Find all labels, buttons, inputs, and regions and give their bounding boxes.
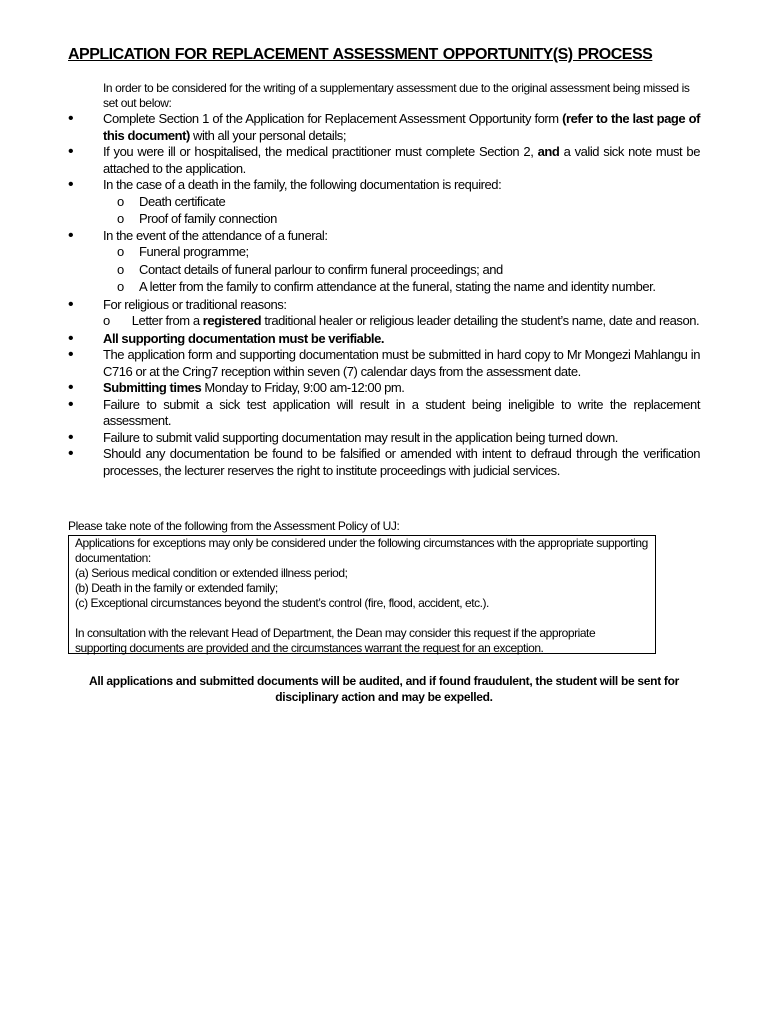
sub-bullet-icon: o <box>117 279 124 294</box>
list-item <box>68 430 700 447</box>
list-item-text: Monday to Friday, 9:00 am-12:00 pm. <box>201 380 405 395</box>
bullet-icon <box>68 331 78 348</box>
list-item <box>68 297 700 314</box>
list-item <box>68 111 700 144</box>
intro-paragraph: In order to be considered for the writing of a supplementary assessment due to the original assessment being missed is set out below: <box>103 81 690 110</box>
sub-bullet-icon: o <box>117 244 124 259</box>
list-item-text: Failure to submit a sick test application will result in a student being ineligible to write the replacement assessment. <box>103 396 700 428</box>
list-item-text: Complete Section 1 of the Application for Replacement Assessment Opportunity form <box>103 111 563 126</box>
sub-list-item <box>68 313 700 330</box>
sub-list-item <box>68 279 700 296</box>
sub-list-item <box>68 211 700 228</box>
sub-list-item-text: Death certificate <box>139 193 226 209</box>
bullet-icon <box>68 380 78 397</box>
list-item <box>68 397 700 430</box>
policy-line: (b) Death in the family or extended family; <box>75 581 278 595</box>
audit-warning: All applications and submitted documents will be audited, and if found fraudulent, the student will be sent for disciplinary action and may be expelled. <box>88 674 680 704</box>
bullet-icon <box>68 446 78 463</box>
list-item <box>68 446 700 479</box>
list-item <box>68 228 700 245</box>
sub-list-item-bold-text: registered <box>202 313 262 328</box>
list-item <box>68 347 700 380</box>
bullet-icon <box>68 430 78 447</box>
sub-list-item-text: Funeral programme; <box>139 244 249 259</box>
list-item <box>68 331 700 348</box>
list-item-text: Failure to submit valid supporting documentation may result in the application being turned down. <box>103 429 618 445</box>
list-item-text: In the case of a death in the family, the following documentation is required: <box>103 177 502 192</box>
list-item-text: For religious or traditional reasons: <box>103 296 287 312</box>
blank-line <box>75 611 649 626</box>
sub-list-item <box>68 262 700 279</box>
bullet-icon <box>68 347 78 364</box>
sub-bullet-icon: o <box>117 193 124 209</box>
list-item-text: The application form and supporting documentation must be submitted in hard copy to Mr Mongezi Mahlangu in C716 or at the Cring7 reception within seven (7) calendar days from the assessment date. <box>103 347 700 379</box>
document-title: APPLICATION FOR REPLACEMENT ASSESSMENT OPPORTUNITY(S) PROCESS <box>68 46 653 63</box>
list-item <box>68 380 700 397</box>
list-item <box>68 177 700 194</box>
list-item-bold-text: Submitting times <box>103 380 202 395</box>
sub-list-item <box>68 244 700 261</box>
list-item-text: Should any documentation be found to be falsified or amended with intent to defraud through the verification processes, the lecturer reserves the right to institute proceedings with judicial services. <box>103 446 700 478</box>
list-item-text: In the event of the attendance of a funeral: <box>103 227 328 243</box>
bullet-icon <box>68 144 78 161</box>
bullet-icon <box>68 228 78 245</box>
list-item-bold-text: and <box>537 144 560 159</box>
policy-line: (a) Serious medical condition or extended illness period; <box>75 566 348 580</box>
list-item-text: a valid sick note must be attached to the application. <box>103 144 700 176</box>
policy-note: Please take note of the following from the Assessment Policy of UJ: <box>68 519 400 533</box>
list-item-bold-text: (refer to the last page of this document) <box>103 111 700 143</box>
requirements-list <box>68 111 700 479</box>
list-item <box>68 144 700 177</box>
sub-list-item-text: Proof of family connection <box>139 211 277 226</box>
bullet-icon <box>68 177 78 194</box>
sub-list-item <box>68 194 700 211</box>
policy-line: Applications for exceptions may only be considered under the following circumstances with the appropriate supporting documentation: <box>75 536 648 565</box>
sub-bullet-icon: o <box>103 313 110 328</box>
list-item-bold-text: All supporting documentation must be verifiable. <box>103 330 385 346</box>
list-item-text: with all your personal details; <box>189 127 347 143</box>
sub-bullet-icon: o <box>117 211 124 226</box>
sub-list-item-text: Contact details of funeral parlour to confirm funeral proceedings; and <box>139 261 503 277</box>
policy-excerpt-box <box>68 535 656 654</box>
bullet-icon <box>68 297 78 314</box>
policy-line: (c) Exceptional circumstances beyond the student’s control (fire, flood, accident, etc.). <box>75 596 489 610</box>
bullet-icon <box>68 397 78 414</box>
sub-list-item-text: traditional healer or religious leader detailing the student’s name, date and reason. <box>261 313 700 328</box>
sub-list-item-text: A letter from the family to confirm attendance at the funeral, stating the name and identity number. <box>139 279 656 294</box>
list-item-text: If you were ill or hospitalised, the medical practitioner must complete Section 2, <box>103 144 538 159</box>
sub-list-item-text: Letter from a <box>131 313 203 328</box>
sub-bullet-icon: o <box>117 261 124 277</box>
bullet-icon <box>68 111 78 128</box>
policy-line: In consultation with the relevant Head of Department, the Dean may consider this request if the appropriate supporting documents are provided and the circumstances warrant the request for an exception. <box>75 626 596 655</box>
